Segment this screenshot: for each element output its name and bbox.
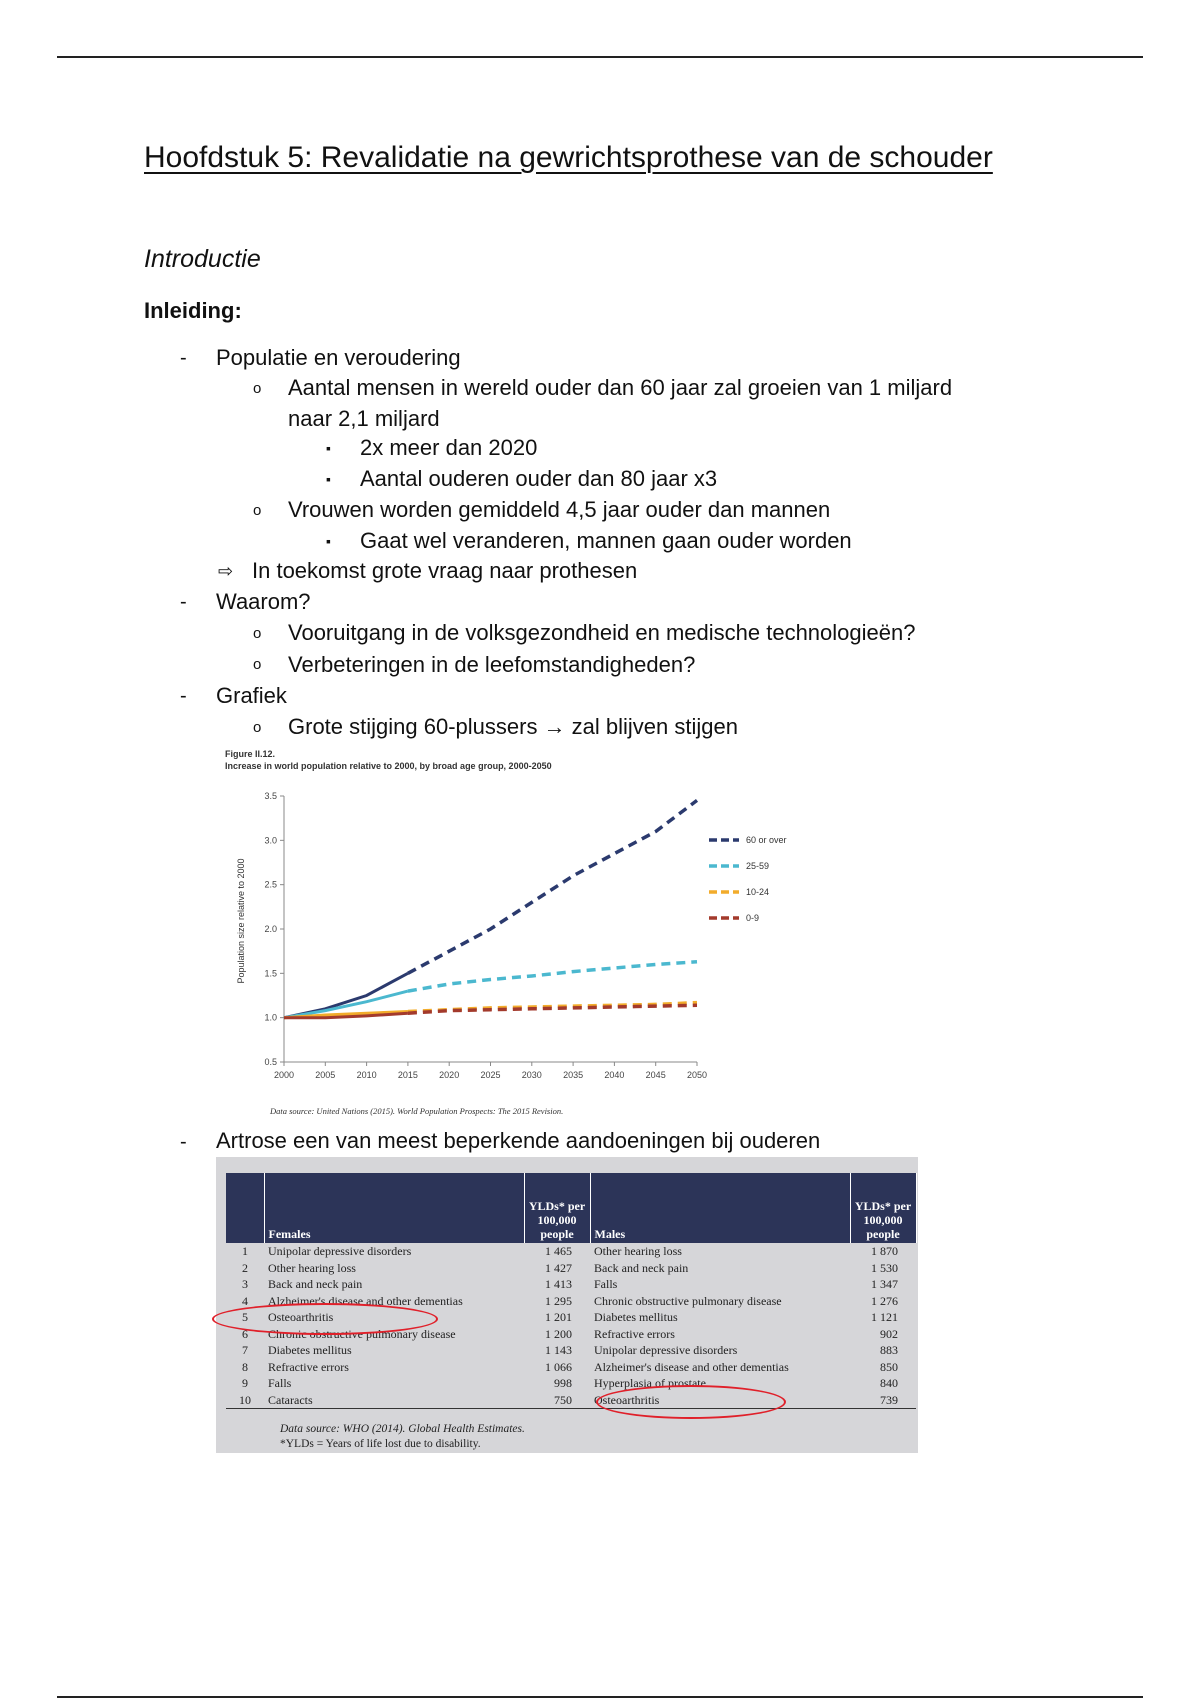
x-tick-label: 2020 [439,1070,460,1080]
female-condition-cell: Unipolar depressive disorders [268,1244,412,1259]
x-tick-label: 2030 [521,1070,542,1080]
bullet-living-conditions: Verbeteringen in de leefomstandigheden? [288,652,696,677]
bullet-conclusion: In toekomst grote vraag naar prothesen [252,558,638,583]
table-row [226,1392,916,1409]
table-source-note [280,1422,525,1452]
table-footnote: *YLDs = Years of life lost due to disability. [280,1438,481,1450]
male-value-cell: 850 [880,1359,898,1374]
bullet-double-2020: 2x meer dan 2020 [360,435,538,460]
bullet-men-catching-up: Gaat wel veranderen, mannen gaan ouder worden [360,528,852,553]
table-row [226,1260,916,1277]
y-tick-label: 0.5 [264,1057,277,1067]
yld-table-panel [216,1157,918,1453]
bullet-chart: Grafiek [216,683,287,708]
x-tick-label: 2040 [604,1070,625,1080]
female-condition-cell: Diabetes mellitus [268,1343,352,1358]
male-condition-cell: Diabetes mellitus [594,1310,678,1325]
arrow-marker: ⇨ [218,561,234,581]
rank-header [226,1173,264,1243]
male-value-cell: 1 870 [871,1244,898,1259]
male-value-cell: 1 530 [871,1260,898,1275]
y-tick-label: 3.0 [264,835,277,846]
female-value-cell: 1 465 [545,1244,572,1259]
x-tick-label: 2045 [645,1070,666,1080]
chart-figure-label: Figure II.12. [225,749,276,759]
ylds-males-header: YLDs* per 100,000 people [850,1173,916,1243]
female-value-cell: 1 200 [545,1326,572,1341]
circle-marker: o [253,656,262,673]
table-row [226,1276,916,1293]
rank-cell: 6 [242,1326,248,1341]
male-condition-cell: Osteoarthritis [590,1392,850,1409]
male-value-cell: 902 [880,1326,898,1341]
y-tick-label: 2.5 [264,879,277,890]
male-value-cell: 1 121 [871,1310,898,1325]
female-condition-cell: Other hearing loss [268,1260,356,1275]
x-tick-label: 2000 [273,1070,295,1080]
rank-cell: 1 [242,1244,248,1259]
population-chart [222,746,812,1126]
female-value-cell: 1 201 [545,1310,572,1325]
female-value-cell: 750 [524,1392,590,1409]
y-tick-label: 2.0 [264,924,277,934]
male-value-cell: 1 347 [871,1277,898,1292]
male-condition-cell: Hyperplasia of prostate [594,1376,706,1391]
rank-cell: 2 [242,1260,248,1275]
legend-label: 60 or over [746,835,787,845]
table-source-title: Global Health Estimates. [408,1423,525,1435]
subsection-heading: Inleiding: [144,298,242,323]
female-condition-cell: Cataracts [264,1392,524,1409]
table-row [226,1375,916,1392]
female-value-cell: 1 413 [545,1277,572,1292]
male-condition-cell: Alzheimer's disease and other dementias [594,1359,789,1374]
bullet-arthrosis: Artrose een van meest beperkende aandoeningen bij ouderen [216,1128,821,1153]
male-value-cell: 883 [880,1343,898,1358]
female-condition-cell: Chronic obstructive pulmonary disease [268,1326,456,1341]
y-tick-label: 1.5 [264,968,277,979]
rank-cell: 4 [242,1293,248,1308]
female-condition-cell: Back and neck pain [268,1277,363,1292]
circle-marker: o [253,502,262,519]
bullet-over-80: Aantal ouderen ouder dan 80 jaar x3 [360,466,718,491]
bullet-population: Populatie en veroudering [216,345,461,370]
page-title: Hoofdstuk 5: Revalidatie na gewrichtsprothese van de schouder [144,141,993,174]
bullet-why: Waarom? [216,589,311,614]
bullet-population-growth: Aantal mensen in wereld ouder dan 60 jaar zal groeien van 1 miljard [288,375,953,400]
males-header: Males [590,1173,850,1243]
legend-label: 25-59 [746,861,770,871]
bullet-healthcare-progress: Vooruitgang in de volksgezondheid en medische technologieën? [288,620,916,645]
chart-title: Increase in world population relative to 2000, by broad age group, 2000-2050 [225,761,552,771]
female-condition-cell: Osteoarthritis [268,1310,334,1325]
bottom-rule [57,1696,1143,1698]
rank-cell: 3 [242,1277,248,1292]
top-rule [57,56,1143,58]
female-value-cell: 1 427 [545,1260,572,1275]
dash-marker: - [180,591,187,613]
osteoarthritis-males-circle [596,1385,786,1419]
male-value-cell: 739 [850,1392,916,1409]
dash-marker: - [180,347,187,369]
dash-marker: - [180,1131,187,1153]
x-tick-label: 2050 [686,1070,708,1080]
female-condition-cell: Alzheimer's disease and other dementias [268,1293,463,1308]
x-tick-label: 2025 [480,1070,501,1080]
y-tick-label: 3.5 [264,791,277,801]
male-condition-cell: Unipolar depressive disorders [594,1343,738,1358]
osteoarthritis-females-circle [212,1303,438,1335]
square-marker: ▪ [326,533,331,549]
x-tick-label: 2015 [397,1070,418,1080]
male-condition-cell: Falls [594,1277,618,1292]
male-value-cell: 1 276 [871,1293,898,1308]
series-0-9-projected-line [408,1005,697,1013]
series-60-or-over-projected-line [408,800,697,973]
bullet-population-growth-cont: naar 2,1 miljard [288,406,440,431]
circle-marker: o [253,719,262,736]
female-value-cell: 1 295 [545,1293,572,1308]
x-tick-label: 2010 [356,1070,377,1080]
chart-source: Data source: United Nations (2015). World Population Prospects: The 2015 Revision. [270,1106,564,1116]
yld-table [226,1173,917,1409]
rank-cell: 5 [242,1310,248,1325]
male-condition-cell: Chronic obstructive pulmonary disease [594,1293,782,1308]
dash-marker: - [180,685,187,707]
females-header: Females [264,1173,524,1243]
female-value-cell: 1 143 [545,1343,572,1358]
table-row [226,1342,916,1359]
bullet-sharp-rise: Grote stijging 60-plussers → zal blijven stijgen [288,714,738,739]
circle-marker: o [253,625,262,642]
bullet-women-older: Vrouwen worden gemiddeld 4,5 jaar ouder dan mannen [288,497,831,522]
ylds-females-header: YLDs* per 100,000 people [524,1173,590,1243]
female-value-cell: 998 [554,1376,572,1391]
legend-label: 0-9 [746,913,760,923]
female-condition-cell: Refractive errors [268,1359,349,1374]
table-row [226,1243,916,1260]
square-marker: ▪ [326,440,331,456]
rank-cell: 8 [242,1359,248,1374]
rank-cell: 7 [242,1343,248,1358]
male-condition-cell: Refractive errors [594,1326,675,1341]
male-value-cell: 840 [880,1376,898,1391]
table-row [226,1359,916,1376]
series-25-59-projected-line [408,962,697,991]
chart-y-label: Population size relative to 2000 [236,858,246,984]
square-marker: ▪ [326,471,331,487]
table-source-prefix: Data source: WHO (2014). [280,1423,409,1435]
table-header-row [226,1173,916,1243]
male-condition-cell: Other hearing loss [594,1244,682,1259]
legend-label: 10-24 [746,887,770,897]
rank-cell: 9 [242,1376,248,1391]
female-condition-cell: Falls [268,1376,292,1391]
x-tick-label: 2035 [563,1070,584,1080]
rank-cell: 10 [226,1392,264,1409]
female-value-cell: 1 066 [545,1359,572,1374]
y-tick-label: 1.0 [264,1012,277,1023]
male-condition-cell: Back and neck pain [594,1260,689,1275]
circle-marker: o [253,380,262,397]
section-heading: Introductie [144,245,261,273]
x-tick-label: 2005 [315,1070,336,1080]
